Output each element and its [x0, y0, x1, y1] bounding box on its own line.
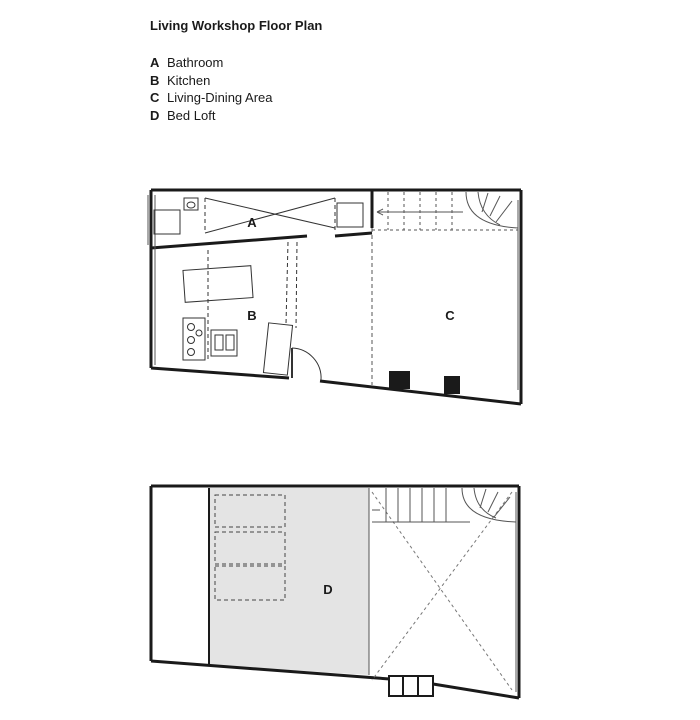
bed-loft-area	[209, 488, 369, 675]
bathroom-fixtures	[154, 198, 363, 234]
counter	[263, 323, 292, 375]
legend-label: Bed Loft	[167, 107, 216, 123]
column	[389, 371, 410, 389]
legend-label: Kitchen	[167, 72, 211, 88]
label-a: A	[247, 215, 257, 230]
legend-label: Living-Dining Area	[167, 90, 273, 105]
label-d: D	[323, 582, 333, 597]
kitchen-island	[183, 266, 253, 303]
plan-title: Living Workshop Floor Plan	[150, 18, 323, 33]
legend-key: C	[150, 90, 160, 105]
ground-floor-plan	[148, 190, 521, 404]
legend-key: B	[150, 72, 160, 88]
kitchen-fixtures	[183, 242, 297, 375]
shower	[337, 203, 363, 227]
entry-door	[292, 348, 321, 380]
ground-floor-walls	[151, 190, 521, 404]
staircase-ground	[372, 192, 518, 230]
column	[444, 376, 460, 394]
legend-label: Bathroom	[167, 55, 224, 70]
legend-key: D	[150, 107, 160, 123]
bathtub	[154, 210, 180, 234]
staircase-upper	[372, 488, 516, 522]
label-c: C	[445, 308, 455, 323]
loft-window	[389, 676, 433, 696]
legend-key: A	[150, 55, 160, 70]
upper-floor-plan	[151, 486, 519, 698]
ground-floor-hairlines	[148, 195, 518, 390]
label-b: B	[247, 308, 257, 323]
